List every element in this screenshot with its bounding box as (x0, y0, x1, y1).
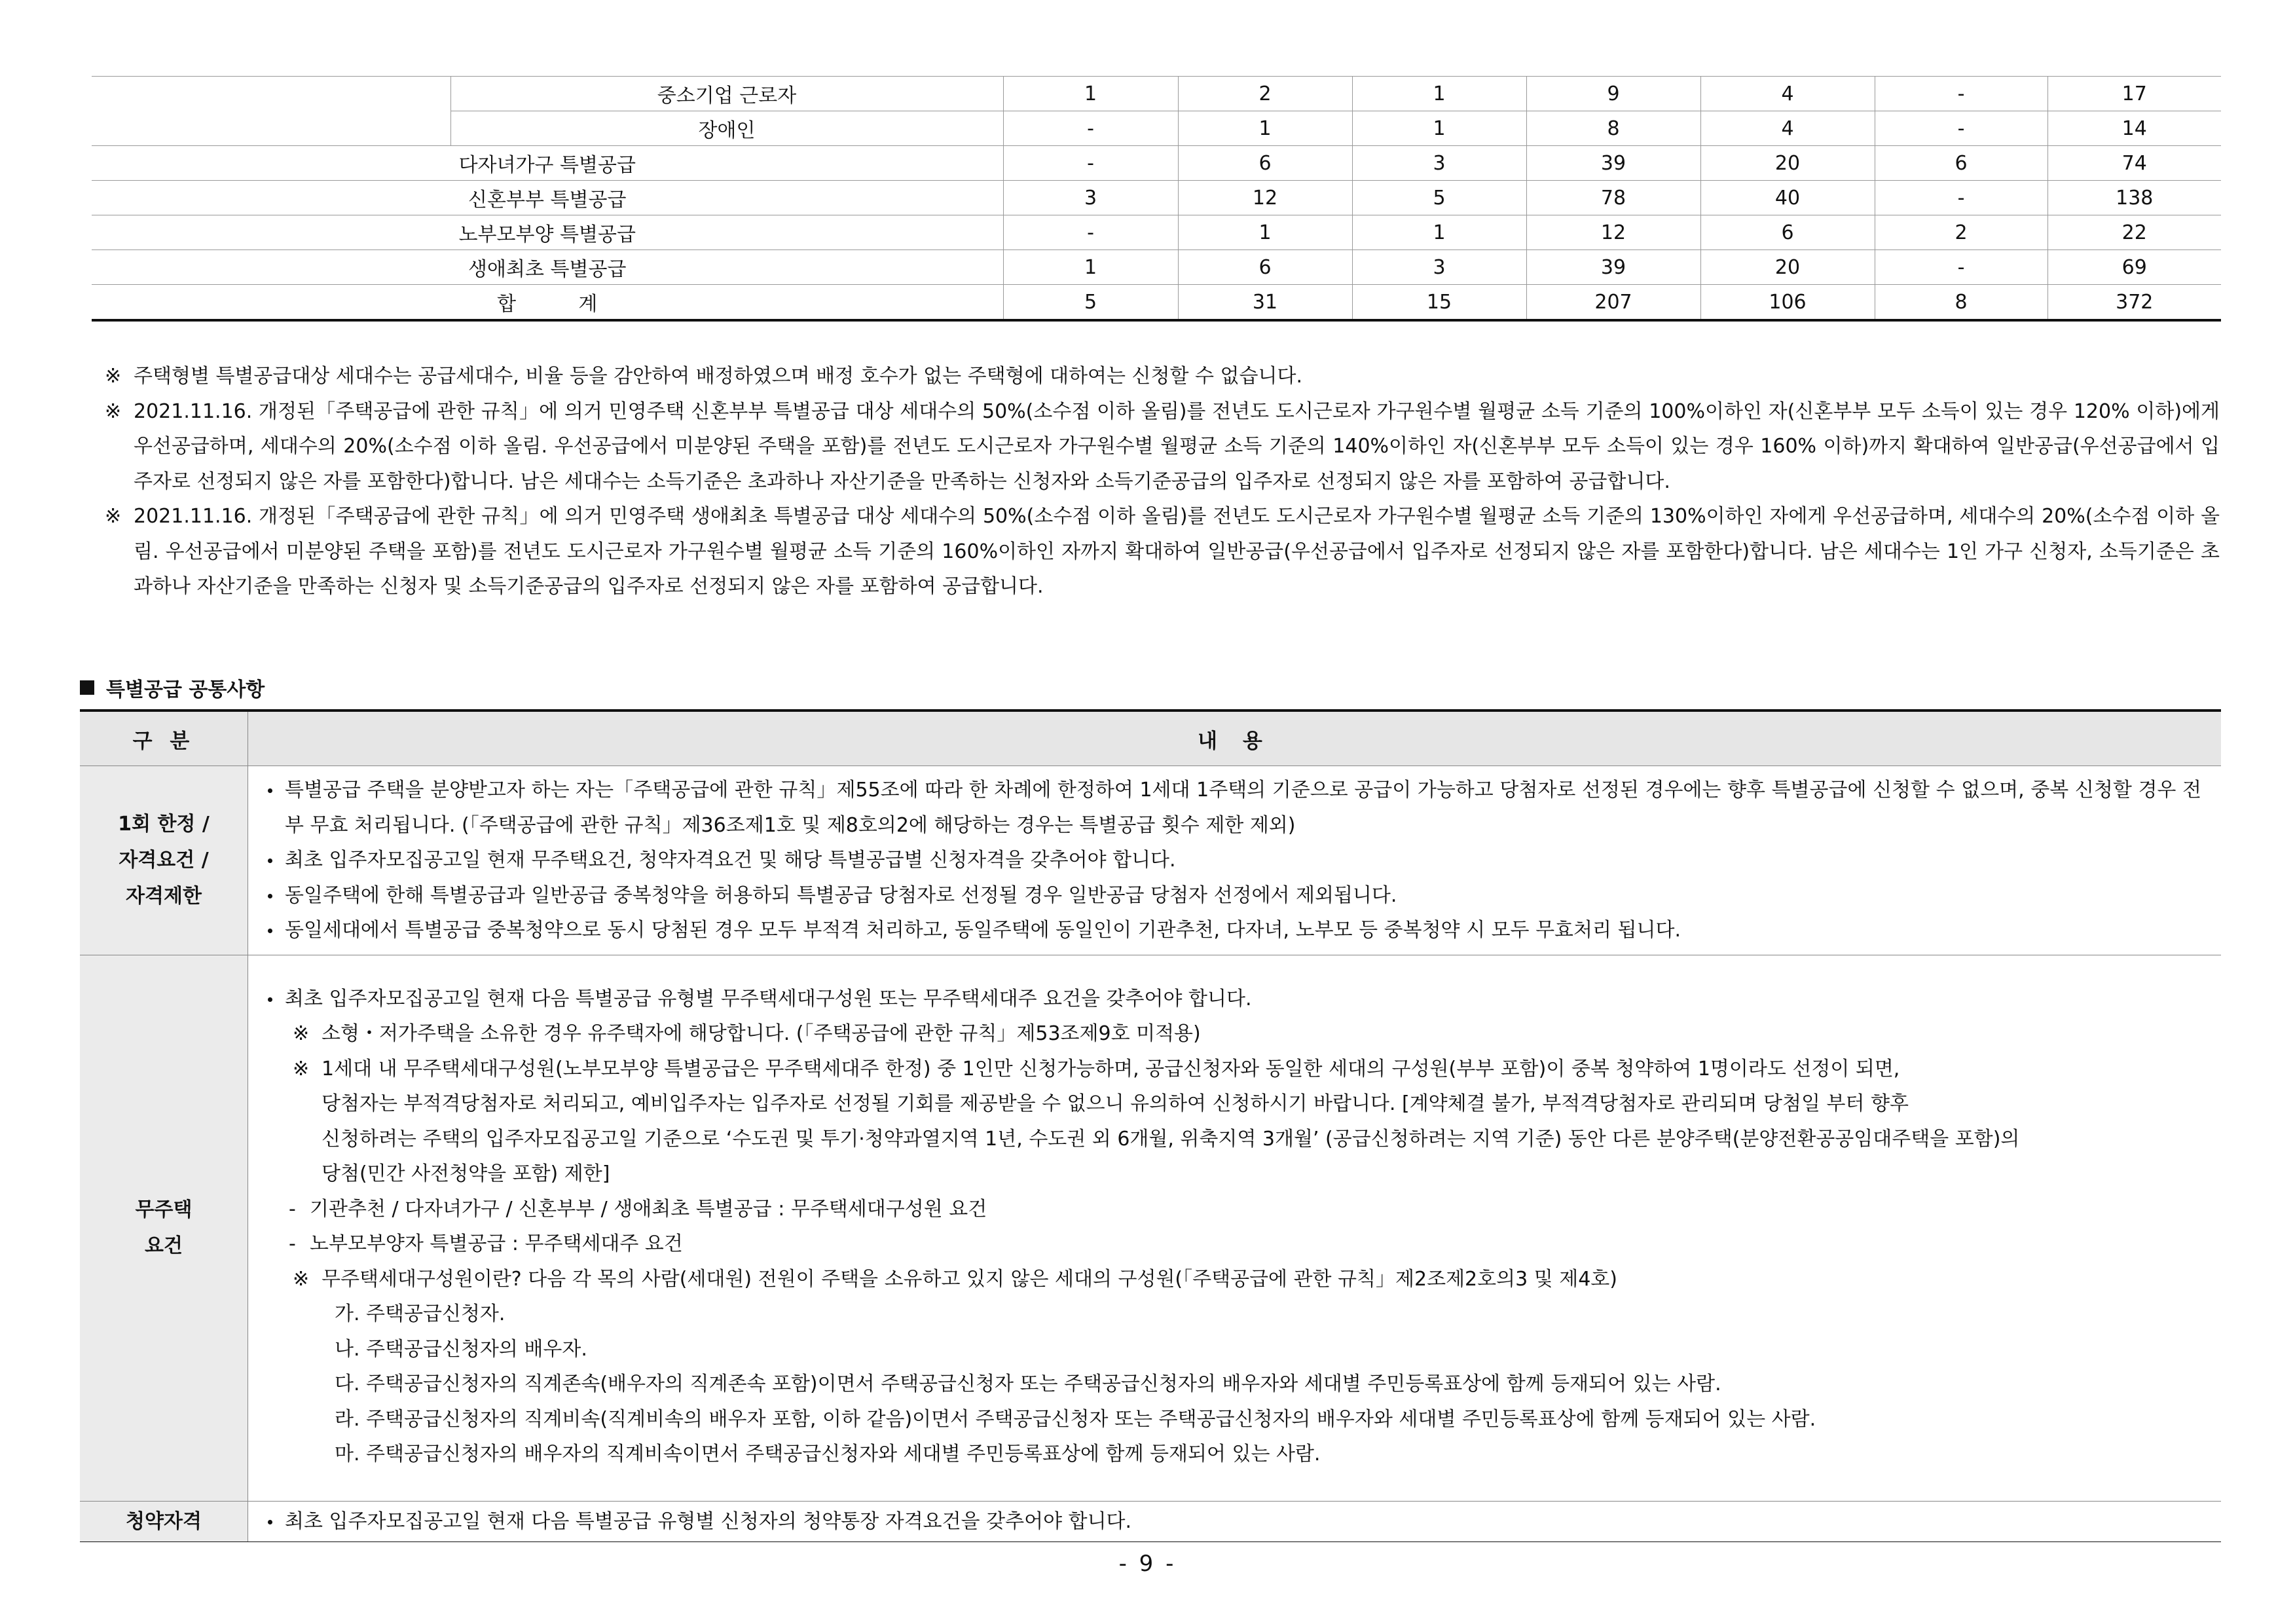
allocation-table (92, 76, 2221, 322)
cell: 6 (1700, 215, 1875, 250)
cell: 1 (1352, 215, 1526, 250)
table-row (92, 111, 2221, 146)
square-bullet-icon (80, 680, 94, 695)
table-row-total (92, 285, 2221, 321)
cell: 207 (1526, 285, 1700, 321)
cell: 1 (1003, 77, 1178, 111)
content-cell (248, 955, 2222, 1501)
cell: 138 (2047, 181, 2221, 215)
cell: 3 (1352, 146, 1526, 181)
note (105, 359, 2220, 394)
row-label: 노부모부양 특별공급 (92, 215, 1003, 250)
bullet-item: 동일주택에 한해 특별공급과 일반공급 중복청약을 허용하되 특별공급 당첨자로 선정될 경우 일반공급 당첨자 선정에서 제외됩니다. (266, 878, 2201, 913)
cell: 39 (1526, 250, 1700, 285)
cell: - (1003, 146, 1178, 181)
row-label: 신혼부부 특별공급 (92, 181, 1003, 215)
reference-note: ※ 무주택세대구성원이란? 다음 각 목의 사람(세대원) 전원이 주택을 소유하고 있지 않은 세대의 구성원(「주택공급에 관한 규칙」제2조제2호의3 및 제4호) (293, 1267, 1617, 1291)
dash-item: - 기관추천 / 다자녀가구 / 신혼부부 / 생애최초 특별공급 : 무주택세대구성원 요건 (289, 1197, 987, 1221)
cell: 12 (1178, 181, 1352, 215)
table-row-limit (80, 766, 2221, 955)
note-text: 주택형별 특별공급대상 세대수는 공급세대수, 비율 등을 감안하여 배정하였으며 배정 호수가 없는 주택형에 대하여는 신청할 수 없습니다. (134, 365, 1302, 388)
cell: 31 (1178, 285, 1352, 321)
row-label: 다자녀가구 특별공급 (92, 146, 1003, 181)
table-row-account (80, 1501, 2221, 1542)
table-header-row (80, 710, 2221, 766)
row-label-total: 합 계 (92, 285, 1003, 321)
page-number: - 9 - (1118, 1551, 1177, 1577)
note (105, 499, 2220, 604)
table-row (92, 77, 2221, 111)
cell: 1 (1003, 250, 1178, 285)
cell: - (1003, 215, 1178, 250)
cell: 78 (1526, 181, 1700, 215)
cell: 1 (1352, 77, 1526, 111)
note-text: 2021.11.16. 개정된「주택공급에 관한 규칙」에 의거 민영주택 신혼부부 특별공급 대상 세대수의 50%(소수점 이하 올림)를 전년도 도시근로자 가구원수별 월평균 소득 기준의 100%이하인 자(신혼부부 모두 소득이 있는 경우 120% 이하)에게 우선공급하며, 세대수의 20%(소수점 이하 올림. 우선공급에서 미분양된 주택을 포함)를 전년도 도시근로자 가구원수별 월평균 소득 기준의 140%이하인 자(신혼부부 모두 소득이 있는 경우 160% 이하)까지 확대하여 일반공급(우선공급에서 입주자로 선정되지 않은 자를 포함한다)합니다. 남은 세대수는 소득기준은 초과하나 자산기준을 만족하는 신청자와 소득기준공급의 입주자로 선정되지 않은 자를 포함하여 공급합니다. (134, 399, 2220, 493)
cell: 372 (2047, 285, 2221, 321)
cell: 8 (1526, 111, 1700, 146)
row-label: 중소기업 근로자 (450, 77, 1003, 111)
cell: 5 (1003, 285, 1178, 321)
reference-note: ※ 1세대 내 무주택세대구성원(노부모부양 특별공급은 무주택세대주 한정) 중 1인만 신청가능하며, 공급신청자와 동일한 세대의 구성원(부부 포함)이 중복 청약하여 1명이라도 선정이 되면, 당첨자는 부적격당첨자로 처리되고, 예비입주자는 입주자로 선정될 기회를 제공받을 수 없으니 유의하여 신청하시기 바랍니다. [계약체결 불가, 부적격당첨자로 관리되며 당첨일 부터 향후 신청하려는 주택의 입주자모집공고일 기준으로 ‘수도권 및 투기·청약과열지역 1년, 수도권 외 6개월, 위축지역 3개월’ (공급신청하려는 지역 기준) 동안 다른 분양주택(분양전환공공임대주택을 포함)의 당첨(민간 사전청약을 포함) 제한] (293, 1057, 2020, 1185)
cell: 6 (1875, 146, 2047, 181)
bullet-item: 특별공급 주택을 분양받고자 하는 자는「주택공급에 관한 규칙」제55조에 따라 한 차례에 한정하여 1세대 1주택의 기준으로 공급이 가능하고 당첨자로 선정된 경우에는 향후 특별공급에 신청할 수 없으며, 중복 신청할 경우 전부 무효 처리됩니다. (「주택공급에 관한 규칙」제36조제1호 및 제8호의2에 해당하는 경우는 특별공급 횟수 제한 제외) (266, 773, 2201, 843)
category-cell: 1회 한정 / 자격요건 / 자격제한 (80, 766, 248, 955)
cell: 6 (1178, 250, 1352, 285)
content-cell (248, 1501, 2222, 1542)
section-heading (80, 673, 265, 702)
cell: 8 (1875, 285, 2047, 321)
row-label: 생애최초 특별공급 (92, 250, 1003, 285)
category-cell: 청약자격 (80, 1501, 248, 1542)
note-text: 2021.11.16. 개정된「주택공급에 관한 규칙」에 의거 민영주택 생애최초 특별공급 대상 세대수의 50%(소수점 이하 올림)를 전년도 도시근로자 가구원수별 월평균 소득 기준의 130%이하인 자에게 우선공급하며, 세대수의 20%(소수점 이하 올림. 우선공급에서 미분양된 주택을 포함)를 전년도 도시근로자 가구원수별 월평균 소득 기준의 160%이하인 자까지 확대하여 일반공급(우선공급에서 입주자로 선정되지 않은 자를 포함한다)합니다. 남은 세대수는 1인 가구 신청자, 소득기준은 초과하나 자산기준을 만족하는 신청자 및 소득기준공급의 입주자로 선정되지 않은 자를 포함하여 공급합니다. (134, 505, 2220, 598)
cell: 74 (2047, 146, 2221, 181)
cell: 12 (1526, 215, 1700, 250)
table-row (92, 250, 2221, 285)
list-item: 다. 주택공급신청자의 직계존속(배우자의 직계존속 포함)이면서 주택공급신청자 또는 주택공급신청자의 배우자와 세대별 주민등록표상에 함께 등재되어 있는 사람. (335, 1373, 1721, 1395)
cell: 20 (1700, 250, 1875, 285)
cell: 20 (1700, 146, 1875, 181)
cell: 3 (1352, 250, 1526, 285)
section-title: 특별공급 공통사항 (106, 678, 265, 701)
cell: 2 (1875, 215, 2047, 250)
list-item: 나. 주택공급신청자의 배우자. (335, 1337, 587, 1361)
bullet-item: 동일세대에서 특별공급 중복청약으로 동시 당첨된 경우 모두 부적격 처리하고, 동일주택에 동일인이 기관추천, 다자녀, 노부모 등 중복청약 시 모두 무효처리 됩니다. (266, 913, 2201, 948)
bullet-item: 최초 입주자모집공고일 현재 다음 특별공급 유형별 신청자의 청약통장 자격요건을 갖추어야 합니다. (266, 1504, 2201, 1540)
reference-note: ※ 소형・저가주택을 소유한 경우 유주택자에 해당합니다. (「주택공급에 관한 규칙」제53조제9호 미적용) (293, 1022, 1201, 1045)
table-row (92, 146, 2221, 181)
cell: 22 (2047, 215, 2221, 250)
cell: 1 (1178, 111, 1352, 146)
cell: 3 (1003, 181, 1178, 215)
cell: 1 (1178, 215, 1352, 250)
cell: - (1875, 250, 2047, 285)
cell: 40 (1700, 181, 1875, 215)
common-items-table (80, 709, 2221, 1542)
content-header: 내 용 (248, 710, 2222, 766)
bullet-item: 최초 입주자모집공고일 현재 무주택요건, 청약자격요건 및 해당 특별공급별 신청자격을 갖추어야 합니다. (266, 843, 2201, 878)
category-header: 구 분 (80, 710, 248, 766)
cell: - (1875, 77, 2047, 111)
cell: 17 (2047, 77, 2221, 111)
table-row (92, 181, 2221, 215)
cell: 9 (1526, 77, 1700, 111)
reference-mark: ※ (105, 399, 122, 423)
cell: 39 (1526, 146, 1700, 181)
list-item: 가. 주택공급신청자. (335, 1302, 505, 1325)
cell: 2 (1178, 77, 1352, 111)
cell: 69 (2047, 250, 2221, 285)
cell: 5 (1352, 181, 1526, 215)
list-item: 마. 주택공급신청자의 배우자의 직계비속이면서 주택공급신청자와 세대별 주민등록표상에 함께 등재되어 있는 사람. (335, 1443, 1321, 1466)
reference-mark: ※ (105, 505, 122, 528)
note (105, 394, 2220, 500)
cell: 106 (1700, 285, 1875, 321)
cell: - (1875, 181, 2047, 215)
cell: 6 (1178, 146, 1352, 181)
cell: - (1875, 111, 2047, 146)
table-row-muju (80, 955, 2221, 1501)
cell: 4 (1700, 77, 1875, 111)
cell: - (1003, 111, 1178, 146)
cell: 15 (1352, 285, 1526, 321)
bullet-item: 최초 입주자모집공고일 현재 다음 특별공급 유형별 무주택세대구성원 또는 무주택세대주 요건을 갖추어야 합니다. (266, 982, 2201, 1017)
list-item: 라. 주택공급신청자의 직계비속(직계비속의 배우자 포함, 이하 같음)이면서 주택공급신청자 또는 주택공급신청자의 배우자와 세대별 주민등록표상에 함께 등재되어 있는 사람. (335, 1407, 1816, 1431)
category-cell: 무주택 요건 (80, 955, 248, 1501)
content-cell (248, 766, 2222, 955)
row-label: 장애인 (450, 111, 1003, 146)
table-row (92, 215, 2221, 250)
reference-mark: ※ (105, 365, 122, 388)
dash-item: - 노부모부양자 특별공급 : 무주택세대주 요건 (289, 1232, 683, 1255)
cell: 1 (1352, 111, 1526, 146)
cell: 14 (2047, 111, 2221, 146)
notes (105, 359, 2220, 604)
cell: 4 (1700, 111, 1875, 146)
